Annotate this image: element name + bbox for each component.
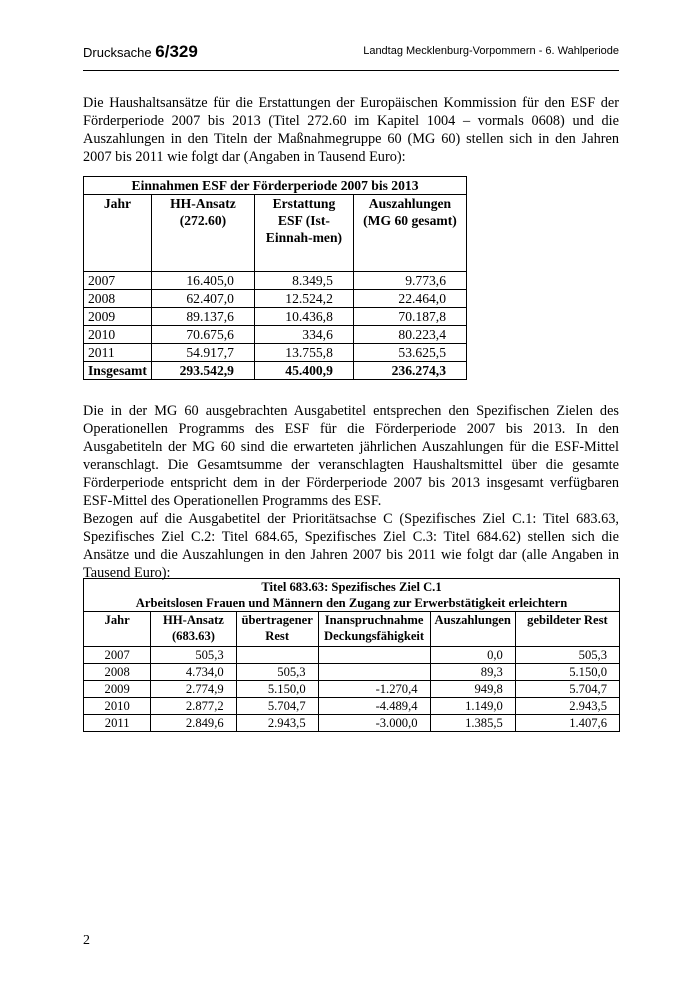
table2-cell: 2009 — [84, 681, 151, 698]
table2-cell: -3.000,0 — [318, 715, 430, 732]
table2-header: HH-Ansatz (683.63) — [151, 612, 236, 647]
table1-cell: 2010 — [84, 326, 152, 344]
table1-cell: 2009 — [84, 308, 152, 326]
table2-header: Auszahlungen — [430, 612, 515, 647]
table1-cell: 9.773,6 — [353, 272, 466, 290]
table1-cell: 2007 — [84, 272, 152, 290]
table2-header: Jahr — [84, 612, 151, 647]
table1-cell: 70.187,8 — [353, 308, 466, 326]
table1-header: Jahr — [84, 195, 152, 272]
table2-cell: 2010 — [84, 698, 151, 715]
table1-total-cell: 236.274,3 — [353, 362, 466, 380]
table1-cell: 54.917,7 — [151, 344, 254, 362]
table2-cell: 5.150,0 — [236, 681, 318, 698]
table-row — [84, 344, 467, 362]
institution-label: Landtag Mecklenburg-Vorpommern - 6. Wahlperiode — [363, 45, 619, 57]
esf-income-table — [83, 176, 467, 380]
table2-header: Inanspruchnahme Deckungsfähigkeit — [318, 612, 430, 647]
table2-cell: 949,8 — [430, 681, 515, 698]
header-divider — [83, 70, 619, 71]
table2-title-cell — [84, 579, 620, 612]
table1-cell: 53.625,5 — [353, 344, 466, 362]
table1-header: HH-Ansatz (272.60) — [151, 195, 254, 272]
table-row — [84, 308, 467, 326]
table2-cell: 2.849,6 — [151, 715, 236, 732]
table2-cell: -1.270,4 — [318, 681, 430, 698]
table2-cell — [318, 647, 430, 664]
table1-cell: 12.524,2 — [254, 290, 353, 308]
table2-cell: -4.489,4 — [318, 698, 430, 715]
page-number: 2 — [83, 933, 90, 948]
table2-cell: 4.734,0 — [151, 664, 236, 681]
table-row — [84, 272, 467, 290]
table1-title: Einnahmen ESF der Förderperiode 2007 bis 2013 — [84, 177, 467, 195]
table1-cell: 89.137,6 — [151, 308, 254, 326]
table2-header: übertragener Rest — [236, 612, 318, 647]
drucksache-label: Drucksache — [83, 45, 152, 60]
table2-cell: 505,3 — [236, 664, 318, 681]
table2-cell: 5.150,0 — [515, 664, 619, 681]
table2-cell: 89,3 — [430, 664, 515, 681]
table-row — [84, 715, 620, 732]
table2-cell: 2008 — [84, 664, 151, 681]
table1-cell: 2008 — [84, 290, 152, 308]
body-paragraphs — [83, 402, 619, 582]
table2-cell: 1.149,0 — [430, 698, 515, 715]
table2-header: gebildeter Rest — [515, 612, 619, 647]
table2-title: Titel 683.63: Spezifisches Ziel C.1 — [261, 580, 442, 594]
table2-cell: 505,3 — [515, 647, 619, 664]
table2-cell: 2.943,5 — [236, 715, 318, 732]
table2-cell: 5.704,7 — [236, 698, 318, 715]
table-row — [84, 664, 620, 681]
table2-cell — [318, 664, 430, 681]
table-row — [84, 698, 620, 715]
table2-cell: 1.385,5 — [430, 715, 515, 732]
intro-paragraph: Die Haushaltsansätze für die Erstattungen der Europäischen Kommission für den ESF der Förderperiode 2007 bis 2013 (Titel 272.60 im Kapitel 1004 – vormals 0608) und die Auszahlungen in den Titeln der Maßnahmegruppe 60 (MG 60) stellen sich in den Jahren 2007 bis 2011 wie folgt dar (Angaben in Tausend Euro): — [83, 95, 619, 165]
priority-axis-paragraph: Bezogen auf die Ausgabetitel der Prioritätsachse C (Spezifisches Ziel C.1: Titel 683.63, Spezifisches Ziel C.2: Titel 684.65, Spezifisches Ziel C.3: Titel 684.62) stellen sich die Ansätze und die Auszahlungen in den Jahren 2007 bis 2011 wie folgt dar (alle Angaben in Tausend Euro): — [83, 511, 619, 581]
table1-cell: 22.464,0 — [353, 290, 466, 308]
table1-total-label: Insgesamt — [84, 362, 152, 380]
table1-header: Auszahlungen (MG 60 gesamt) — [353, 195, 466, 272]
drucksache-number: 6/329 — [155, 42, 198, 61]
table1-cell: 2011 — [84, 344, 152, 362]
table1-cell: 10.436,8 — [254, 308, 353, 326]
table2-cell: 5.704,7 — [515, 681, 619, 698]
drucksache-ref — [83, 42, 198, 62]
table1-cell: 334,6 — [254, 326, 353, 344]
table1-cell: 13.755,8 — [254, 344, 353, 362]
table-total-row — [84, 362, 467, 380]
table1-cell: 62.407,0 — [151, 290, 254, 308]
table1-header: Erstattung ESF (Ist-Einnah-men) — [254, 195, 353, 272]
table2-cell: 505,3 — [151, 647, 236, 664]
table1-cell: 80.223,4 — [353, 326, 466, 344]
page-header — [83, 40, 619, 66]
table-row — [84, 647, 620, 664]
table1-cell: 70.675,6 — [151, 326, 254, 344]
title-683-63-table — [83, 578, 620, 732]
table1-total-cell: 293.542,9 — [151, 362, 254, 380]
table2-cell: 2.774,9 — [151, 681, 236, 698]
mg60-paragraph: Die in der MG 60 ausgebrachten Ausgabetitel entsprechen den Spezifischen Zielen des Operationellen Programms des ESF für die Förderperiode 2007 bis 2013. In den Ausgabetiteln der MG 60 sind die erwarteten jährlichen Auszahlungen für die ESF-Mittel veranschlagt. Die Gesamtsumme der veranschlagten Haushaltsmittel über die gesamte Förderperiode entspricht dem in der Förderperiode 2007 bis 2013 insgesamt verfügbaren ESF-Mittel des Operationellen Programms des ESF. — [83, 403, 619, 509]
table2-cell: 2011 — [84, 715, 151, 732]
table2-subtitle: Arbeitslosen Frauen und Männern den Zugang zur Erwerbstätigkeit erleichtern — [135, 596, 568, 610]
table2-cell: 1.407,6 — [515, 715, 619, 732]
table1-cell: 16.405,0 — [151, 272, 254, 290]
table2-cell: 2.943,5 — [515, 698, 619, 715]
table2-cell: 2.877,2 — [151, 698, 236, 715]
table-row — [84, 290, 467, 308]
table2-cell: 0,0 — [430, 647, 515, 664]
table2-cell — [236, 647, 318, 664]
table-row — [84, 326, 467, 344]
table1-total-cell: 45.400,9 — [254, 362, 353, 380]
table-row — [84, 681, 620, 698]
table1-cell: 8.349,5 — [254, 272, 353, 290]
table2-cell: 2007 — [84, 647, 151, 664]
